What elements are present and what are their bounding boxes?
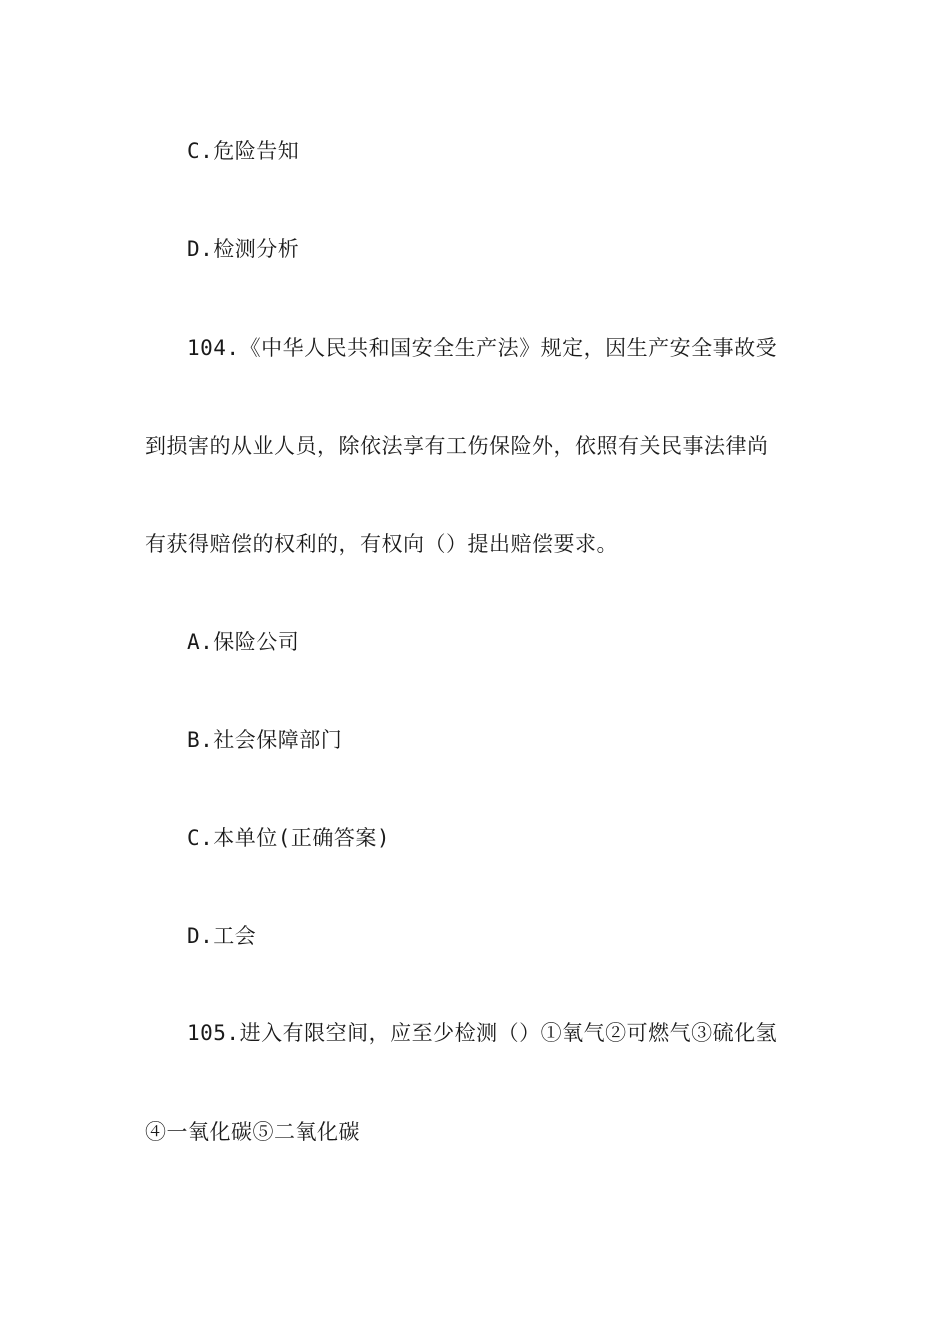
q104-option-b: B.社会保障部门 [187, 728, 343, 752]
q104-stem-line-3: 有获得赔偿的权利的，有权向（）提出赔偿要求。 [145, 532, 618, 556]
q104-stem-line-1: 104.《中华人民共和国安全生产法》规定，因生产安全事故受 [187, 336, 778, 360]
q104-stem-line-2: 到损害的从业人员，除依法享有工伤保险外，依照有关民事法律尚 [145, 434, 769, 458]
q103-option-c: C.危险告知 [187, 139, 300, 163]
q105-stem-line-2: ④一氧化碳⑤二氧化碳 [145, 1120, 360, 1144]
q104-option-a: A.保险公司 [187, 630, 300, 654]
q104-option-d: D.工会 [187, 924, 257, 948]
q105-stem-line-1: 105.进入有限空间，应至少检测（）①氧气②可燃气③硫化氢 [187, 1021, 778, 1045]
q103-option-d: D.检测分析 [187, 237, 300, 261]
q104-option-c: C.本单位(正确答案) [187, 826, 391, 850]
